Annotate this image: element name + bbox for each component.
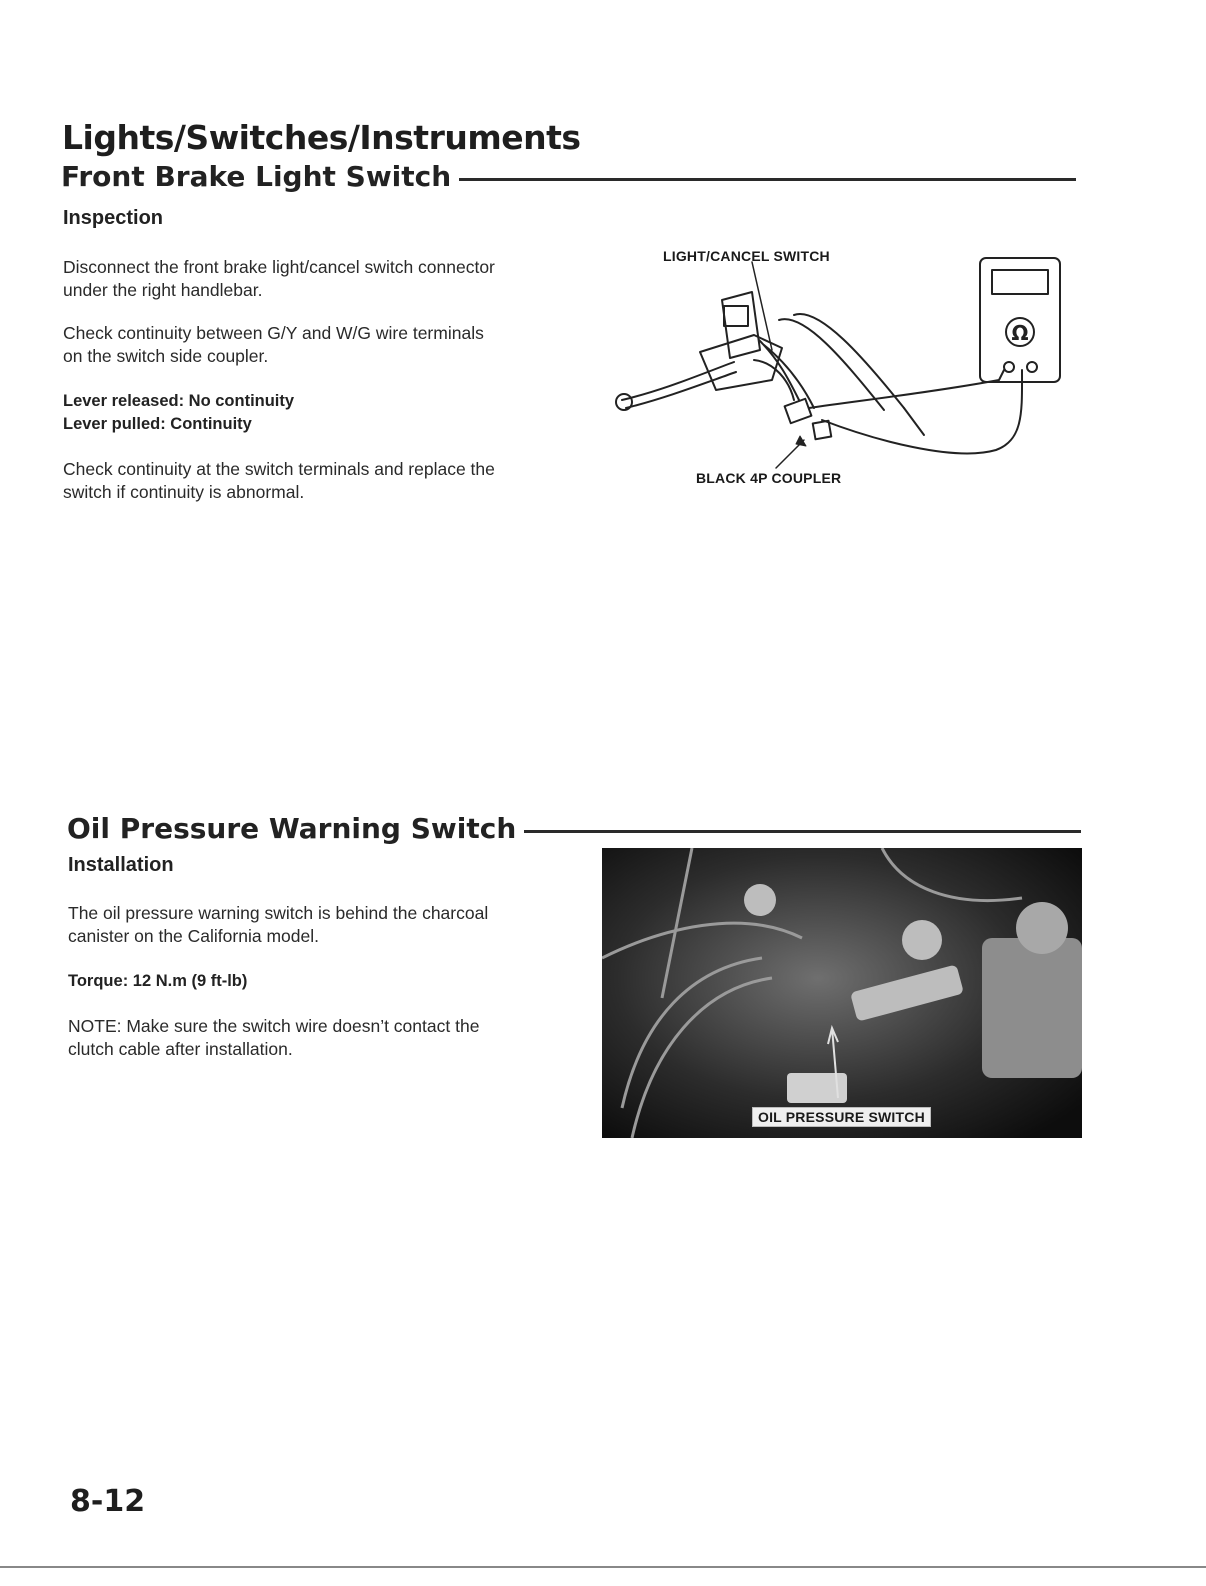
paragraph-line: switch if continuity is abnormal. [63,482,305,502]
subheading-installation: Installation [68,854,174,876]
chapter-title: Lights/Switches/Instruments [62,118,581,157]
paragraph-line: Check continuity between G/Y and W/G wire terminals [63,323,484,343]
photo-label: OIL PRESSURE SWITCH [752,1107,931,1127]
paragraph-line: The oil pressure warning switch is behind the charcoal [68,903,489,923]
section-title-front-brake: Front Brake Light Switch [61,160,452,193]
paragraph-line: under the right handlebar. [63,280,263,300]
figure-label-coupler: BLACK 4P COUPLER [696,470,842,486]
section-title-oil-pressure: Oil Pressure Warning Switch [67,812,517,845]
figure-label-switch: LIGHT/CANCEL SWITCH [663,248,830,264]
paragraph-line: canister on the California model. [68,926,319,946]
section-rule [459,178,1076,181]
photo-oil-pressure-switch [602,848,1082,1138]
figure-brake-switch [604,240,1074,500]
section-front-brake-header [61,160,1076,193]
note-line: NOTE: Make sure the switch wire doesn’t contact the [68,1016,480,1036]
inspection-text [63,256,563,504]
engine-photo [602,848,1082,1138]
subheading-inspection: Inspection [63,207,164,229]
section-rule [524,830,1081,833]
page-bottom-edge [0,1566,1206,1568]
spec-lever-pulled: Lever pulled: Continuity [63,415,252,433]
paragraph-line: Disconnect the front brake light/cancel switch connector [63,257,495,277]
installation-text [68,902,568,1061]
paragraph-line: on the switch side coupler. [63,346,269,366]
spec-torque: Torque: 12 N.m (9 ft-lb) [68,972,248,990]
section-oil-pressure-header [67,812,1081,845]
handlebar-illustration [604,240,1074,500]
paragraph-line: Check continuity at the switch terminals and replace the [63,459,495,479]
spec-lever-released: Lever released: No continuity [63,392,295,410]
page-number: 8-12 [70,1484,146,1519]
note-line: clutch cable after installation. [68,1039,293,1059]
ohm-symbol: Ω [1011,321,1029,345]
